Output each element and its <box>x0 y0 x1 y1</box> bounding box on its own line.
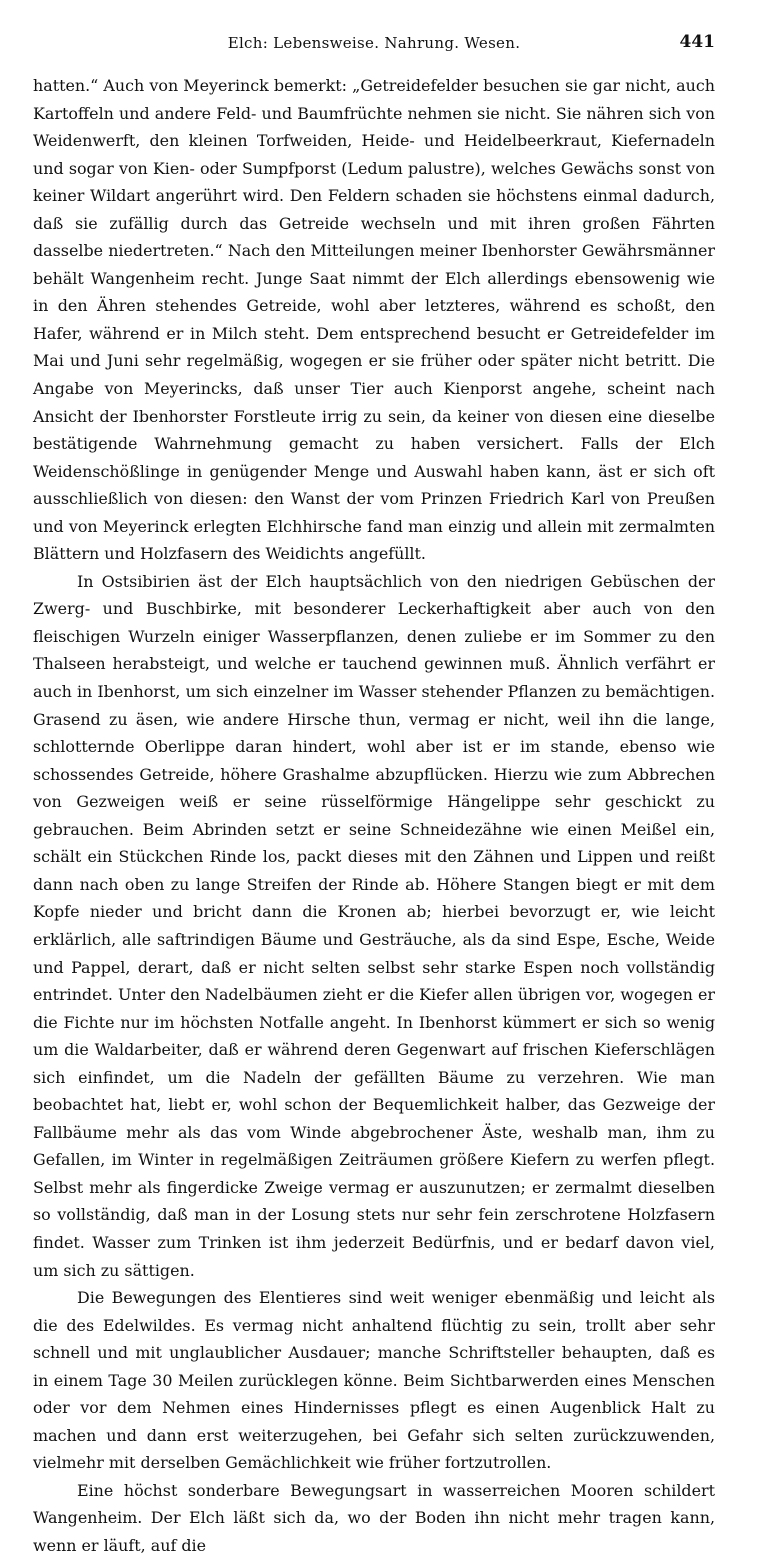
paragraph: Die Bewegungen des Elentieres sind weit weniger ebenmäßig und leicht als die des Edelwildes. Es vermag nicht anhaltend flüchtig zu sein, trollt aber sehr schnell und mit unglaublicher Ausdauer; manche Schriftsteller behaupten, daß es in einem Tage 30 Meilen zurücklegen könne. Beim Sichtbarwerden eines Menschen oder vor dem Nehmen eines Hindernisses pflegt es einen Augenblick Halt zu machen und dann erst weiterzugehen, bei Gefahr sich selten zurückzuwenden, vielmehr mit derselben Gemächlichkeit wie früher fortzutrollen. <box>33 1288 715 1473</box>
paragraph: hatten.“ Auch von Meyerinck bemerkt: „Getreidefelder besuchen sie gar nicht, auch Kartoffeln und andere Feld- und Baumfrüchte nehmen sie nicht. Sie nähren sich von Weidenwerft, den kleinen Torfweiden, Heide- und Heidelbeerkraut, Kiefernadeln und sogar von Kien- oder Sumpfporst (Ledum palustre), welches Gewächs sonst von keiner Wildart angerührt wird. Den Feldern schaden sie höchstens einmal dadurch, daß sie zufällig durch das Getreide wechseln und mit ihren großen Fährten dasselbe niedertreten.“ Nach den Mitteilungen meiner Ibenhorster Gewährsmänner behält Wangenheim recht. Junge Saat nimmt der Elch allerdings ebensowenig wie in den Ähren stehendes Getreide, wohl aber letzteres, während es schoßt, den Hafer, während er in Milch steht. Dem entsprechend besucht er Getreidefelder im Mai und Juni sehr regelmäßig, wogegen er sie früher oder später nicht betritt. Die Angabe von Meyerincks, daß unser Tier auch Kienporst angehe, scheint nach Ansicht der Ibenhorster Forstleute irrig zu sein, da keiner von diesen eine dieselbe bestätigende Wahrnehmung gemacht zu haben versichert. Falls der Elch Weidenschößlinge in genügender Menge und Auswahl haben kann, äst er sich oft ausschließlich von diesen: den Wanst der vom Prinzen Friedrich Karl von Preußen und von Meyerinck erlegten Elchhirsche fand man einzig und allein mit zermalmten Blättern und Holzfasern des Weidichts angefüllt. <box>33 76 715 564</box>
body-text <box>33 72 715 1560</box>
paragraph: In Ostsibirien äst der Elch hauptsächlich von den niedrigen Gebüschen der Zwerg- und Buschbirke, mit besonderer Leckerhaftigkeit aber auch von den fleischigen Wurzeln einiger Wasserpflanzen, denen zuliebe er im Sommer zu den Thalseen herabsteigt, und welche er tauchend gewinnen muß. Ähnlich verfährt er auch in Ibenhorst, um sich einzelner im Wasser stehender Pflanzen zu bemächtigen. Grasend zu äsen, wie andere Hirsche thun, vermag er nicht, weil ihn die lange, schlotternde Oberlippe daran hindert, wohl aber ist er im stande, ebenso wie schossendes Getreide, höhere Grashalme abzupflücken. Hierzu wie zum Abbrechen von Gezweigen weiß er seine rüsselförmige Hängelippe sehr geschickt zu gebrauchen. Beim Abrinden setzt er seine Schneidezähne wie einen Meißel ein, schält ein Stückchen Rinde los, packt dieses mit den Zähnen und Lippen und reißt dann nach oben zu lange Streifen der Rinde ab. Höhere Stangen biegt er mit dem Kopfe nieder und bricht dann die Kronen ab; hierbei bevorzugt er, wie leicht erklärlich, alle saftrindigen Bäume und Gesträuche, als da sind Espe, Esche, Weide und Pappel, derart, daß er nicht selten selbst sehr starke Espen noch vollständig entrindet. Unter den Nadelbäumen zieht er die Kiefer allen übrigen vor, wogegen er die Fichte nur im höchsten Notfalle angeht. In Ibenhorst kümmert er sich so wenig um die Waldarbeiter, daß er während deren Gegenwart auf frischen Kieferschlägen sich einfindet, um die Nadeln der gefällten Bäume zu verzehren. Wie man beobachtet hat, liebt er, wohl schon der Bequemlichkeit halber, das Gezweige der Fallbäume mehr als das vom Winde abgebrochener Äste, weshalb man, ihm zu Gefallen, im Winter in regelmäßigen Zeiträumen größere Kiefern zu werfen pflegt. Selbst mehr als fingerdicke Zweige vermag er auszunutzen; er zermalmt dieselben so vollständig, daß man in der Losung stets nur sehr fein zerschrotene Holzfasern findet. Wasser zum Trinken ist ihm jederzeit Bedürfnis, und er bedarf davon viel, um sich zu sättigen. <box>33 571 715 1280</box>
paragraph: Eine höchst sonderbare Bewegungsart in wasserreichen Mooren schildert Wangenheim. Der Elch läßt sich da, wo der Boden ihn nicht mehr tragen kann, wenn er läuft, auf die <box>33 1480 715 1555</box>
running-title: Elch: Lebensweise. Nahrung. Wesen. <box>227 34 521 52</box>
running-head <box>33 34 715 60</box>
page-number: 441 <box>679 32 715 52</box>
